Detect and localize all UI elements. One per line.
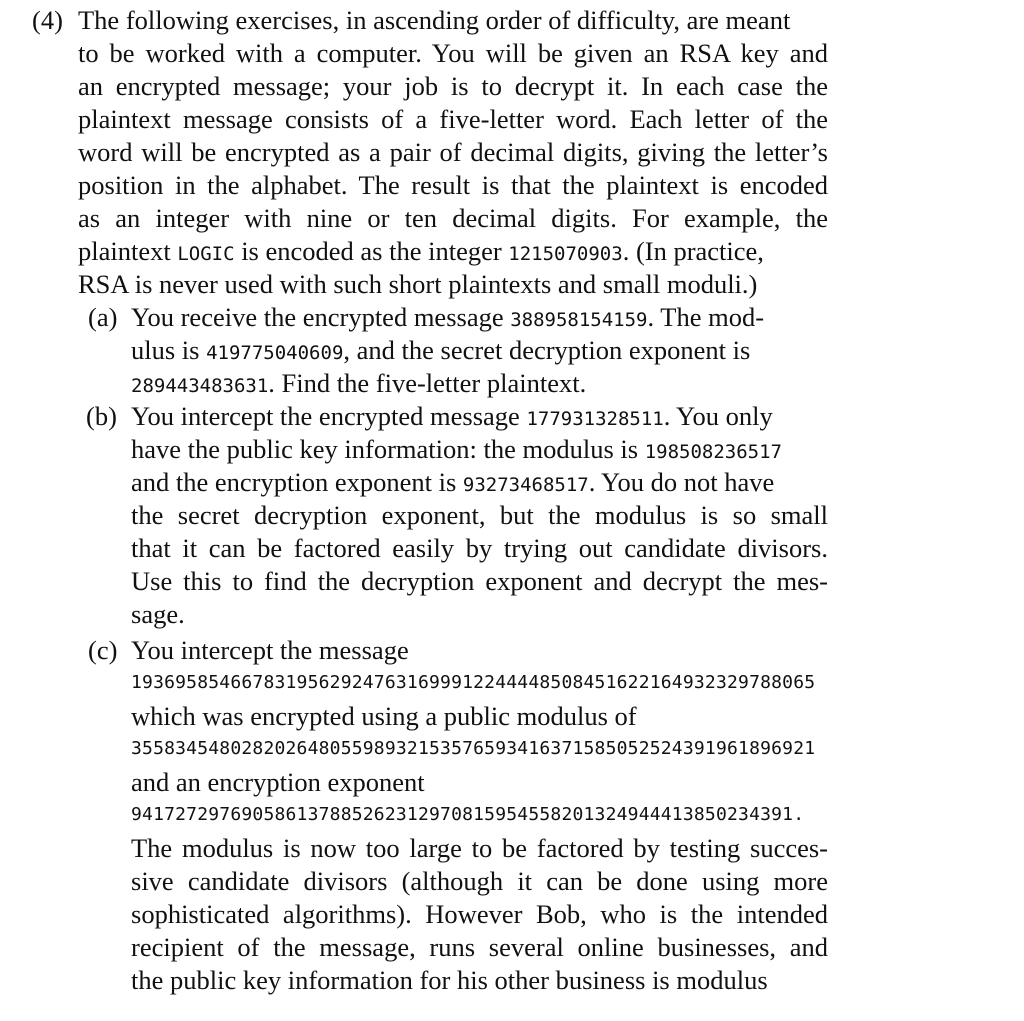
part-a-marker: (a) bbox=[88, 302, 118, 332]
part-c-line-1: You intercept the message bbox=[131, 635, 409, 665]
part-b-modulus: 198508236517 bbox=[644, 441, 782, 463]
part-c-ciphertext: 1936958546678319562924763169991224444850845162216493232978806​5 bbox=[131, 672, 816, 693]
part-c-line-5: sive candidate divisors (although it can be done using more bbox=[131, 866, 828, 896]
part-a-ciphertext: 388958154159 bbox=[510, 309, 648, 331]
example-code-logic: LOGIC bbox=[177, 243, 235, 265]
part-b-line-1 bbox=[131, 400, 773, 435]
part-c-line-6: sophisticated algorithms). However Bob, who is the intended bbox=[131, 899, 828, 929]
example-text-before: plaintext bbox=[78, 236, 178, 266]
part-a-line-2 bbox=[131, 334, 750, 369]
part-b-line-2-before: have the public key information: the modulus is bbox=[131, 434, 645, 464]
intro-line-7: as an integer with nine or ten decimal digits. For example, the bbox=[78, 203, 828, 233]
part-c-line-7: recipient of the message, runs several online businesses, and bbox=[131, 932, 828, 962]
intro-line-3: an encrypted message; your job is to decrypt it. In each case the bbox=[78, 71, 828, 101]
part-b-line-7: sage. bbox=[131, 599, 185, 629]
part-a-decryption-exponent: 289443483631 bbox=[131, 375, 269, 397]
intro-example-line bbox=[78, 235, 828, 270]
exercise-number: (4) bbox=[32, 5, 63, 35]
intro-line-end: RSA is never used with such short plaintexts and small moduli.) bbox=[78, 269, 758, 299]
part-b-encryption-exponent: 93273468517 bbox=[462, 474, 589, 496]
part-b-line-5: that it can be factored easily by trying out candidate divisors. bbox=[131, 533, 828, 563]
part-a-line-3 bbox=[131, 367, 586, 402]
part-b-line-1-before: You intercept the encrypted message bbox=[131, 401, 527, 431]
intro-line-5: word will be encrypted as a pair of decimal digits, giving the letter’s bbox=[78, 137, 828, 167]
part-c-line-4: The modulus is now too large to be factored by testing succes- bbox=[131, 833, 828, 863]
part-b-line-3-after: . You do not have bbox=[588, 467, 775, 497]
part-a-line-1-after: . The mod- bbox=[647, 302, 765, 332]
part-a-line-1-before: You receive the encrypted message bbox=[131, 302, 511, 332]
part-c-encryption-exponent: 9417272976905861378852623129708159545582013249444138502343​91. bbox=[131, 804, 805, 825]
part-a-line-2-after: , and the secret decryption exponent is bbox=[343, 335, 751, 365]
intro-line-1: The following exercises, in ascending order of difficulty, are meant bbox=[78, 5, 791, 35]
example-text-after: . (In practice, bbox=[622, 236, 764, 266]
part-c-line-2: which was encrypted using a public modulus of bbox=[131, 701, 637, 731]
part-b-line-4: the secret decryption exponent, but the modulus is so small bbox=[131, 500, 828, 530]
part-a-modulus: 419775040609 bbox=[206, 342, 344, 364]
part-a-line-2-before: ulus is bbox=[131, 335, 207, 365]
part-a-line-3-after: . Find the five-letter plaintext. bbox=[268, 368, 587, 398]
part-b-line-3-before: and the encryption exponent is bbox=[131, 467, 463, 497]
intro-line-6: position in the alphabet. The result is that the plaintext is encoded bbox=[78, 170, 828, 200]
part-a-line-1 bbox=[131, 301, 764, 336]
part-b-marker: (b) bbox=[86, 401, 117, 431]
part-c-marker: (c) bbox=[88, 635, 118, 665]
part-c-modulus: 3558345480282026480559893215357659341637158505252439196189692​1 bbox=[131, 738, 816, 759]
part-b-line-3 bbox=[131, 466, 774, 501]
part-c-line-3: and an encryption exponent bbox=[131, 767, 425, 797]
example-code-integer: 1215070903 bbox=[508, 243, 623, 265]
part-b-line-6: Use this to find the decryption exponent and decrypt the mes- bbox=[131, 566, 828, 596]
intro-line-4: plaintext message consists of a five-letter word. Each letter of the bbox=[78, 104, 828, 134]
part-b-line-2 bbox=[131, 433, 782, 468]
intro-line-2: to be worked with a computer. You will be given an RSA key and bbox=[78, 38, 828, 68]
example-text-middle: is encoded as the integer bbox=[234, 236, 509, 266]
part-c-line-8: the public key information for his other business is modulus bbox=[131, 965, 768, 995]
part-b-line-1-after: . You only bbox=[663, 401, 773, 431]
part-b-ciphertext: 177931328511 bbox=[526, 408, 664, 430]
